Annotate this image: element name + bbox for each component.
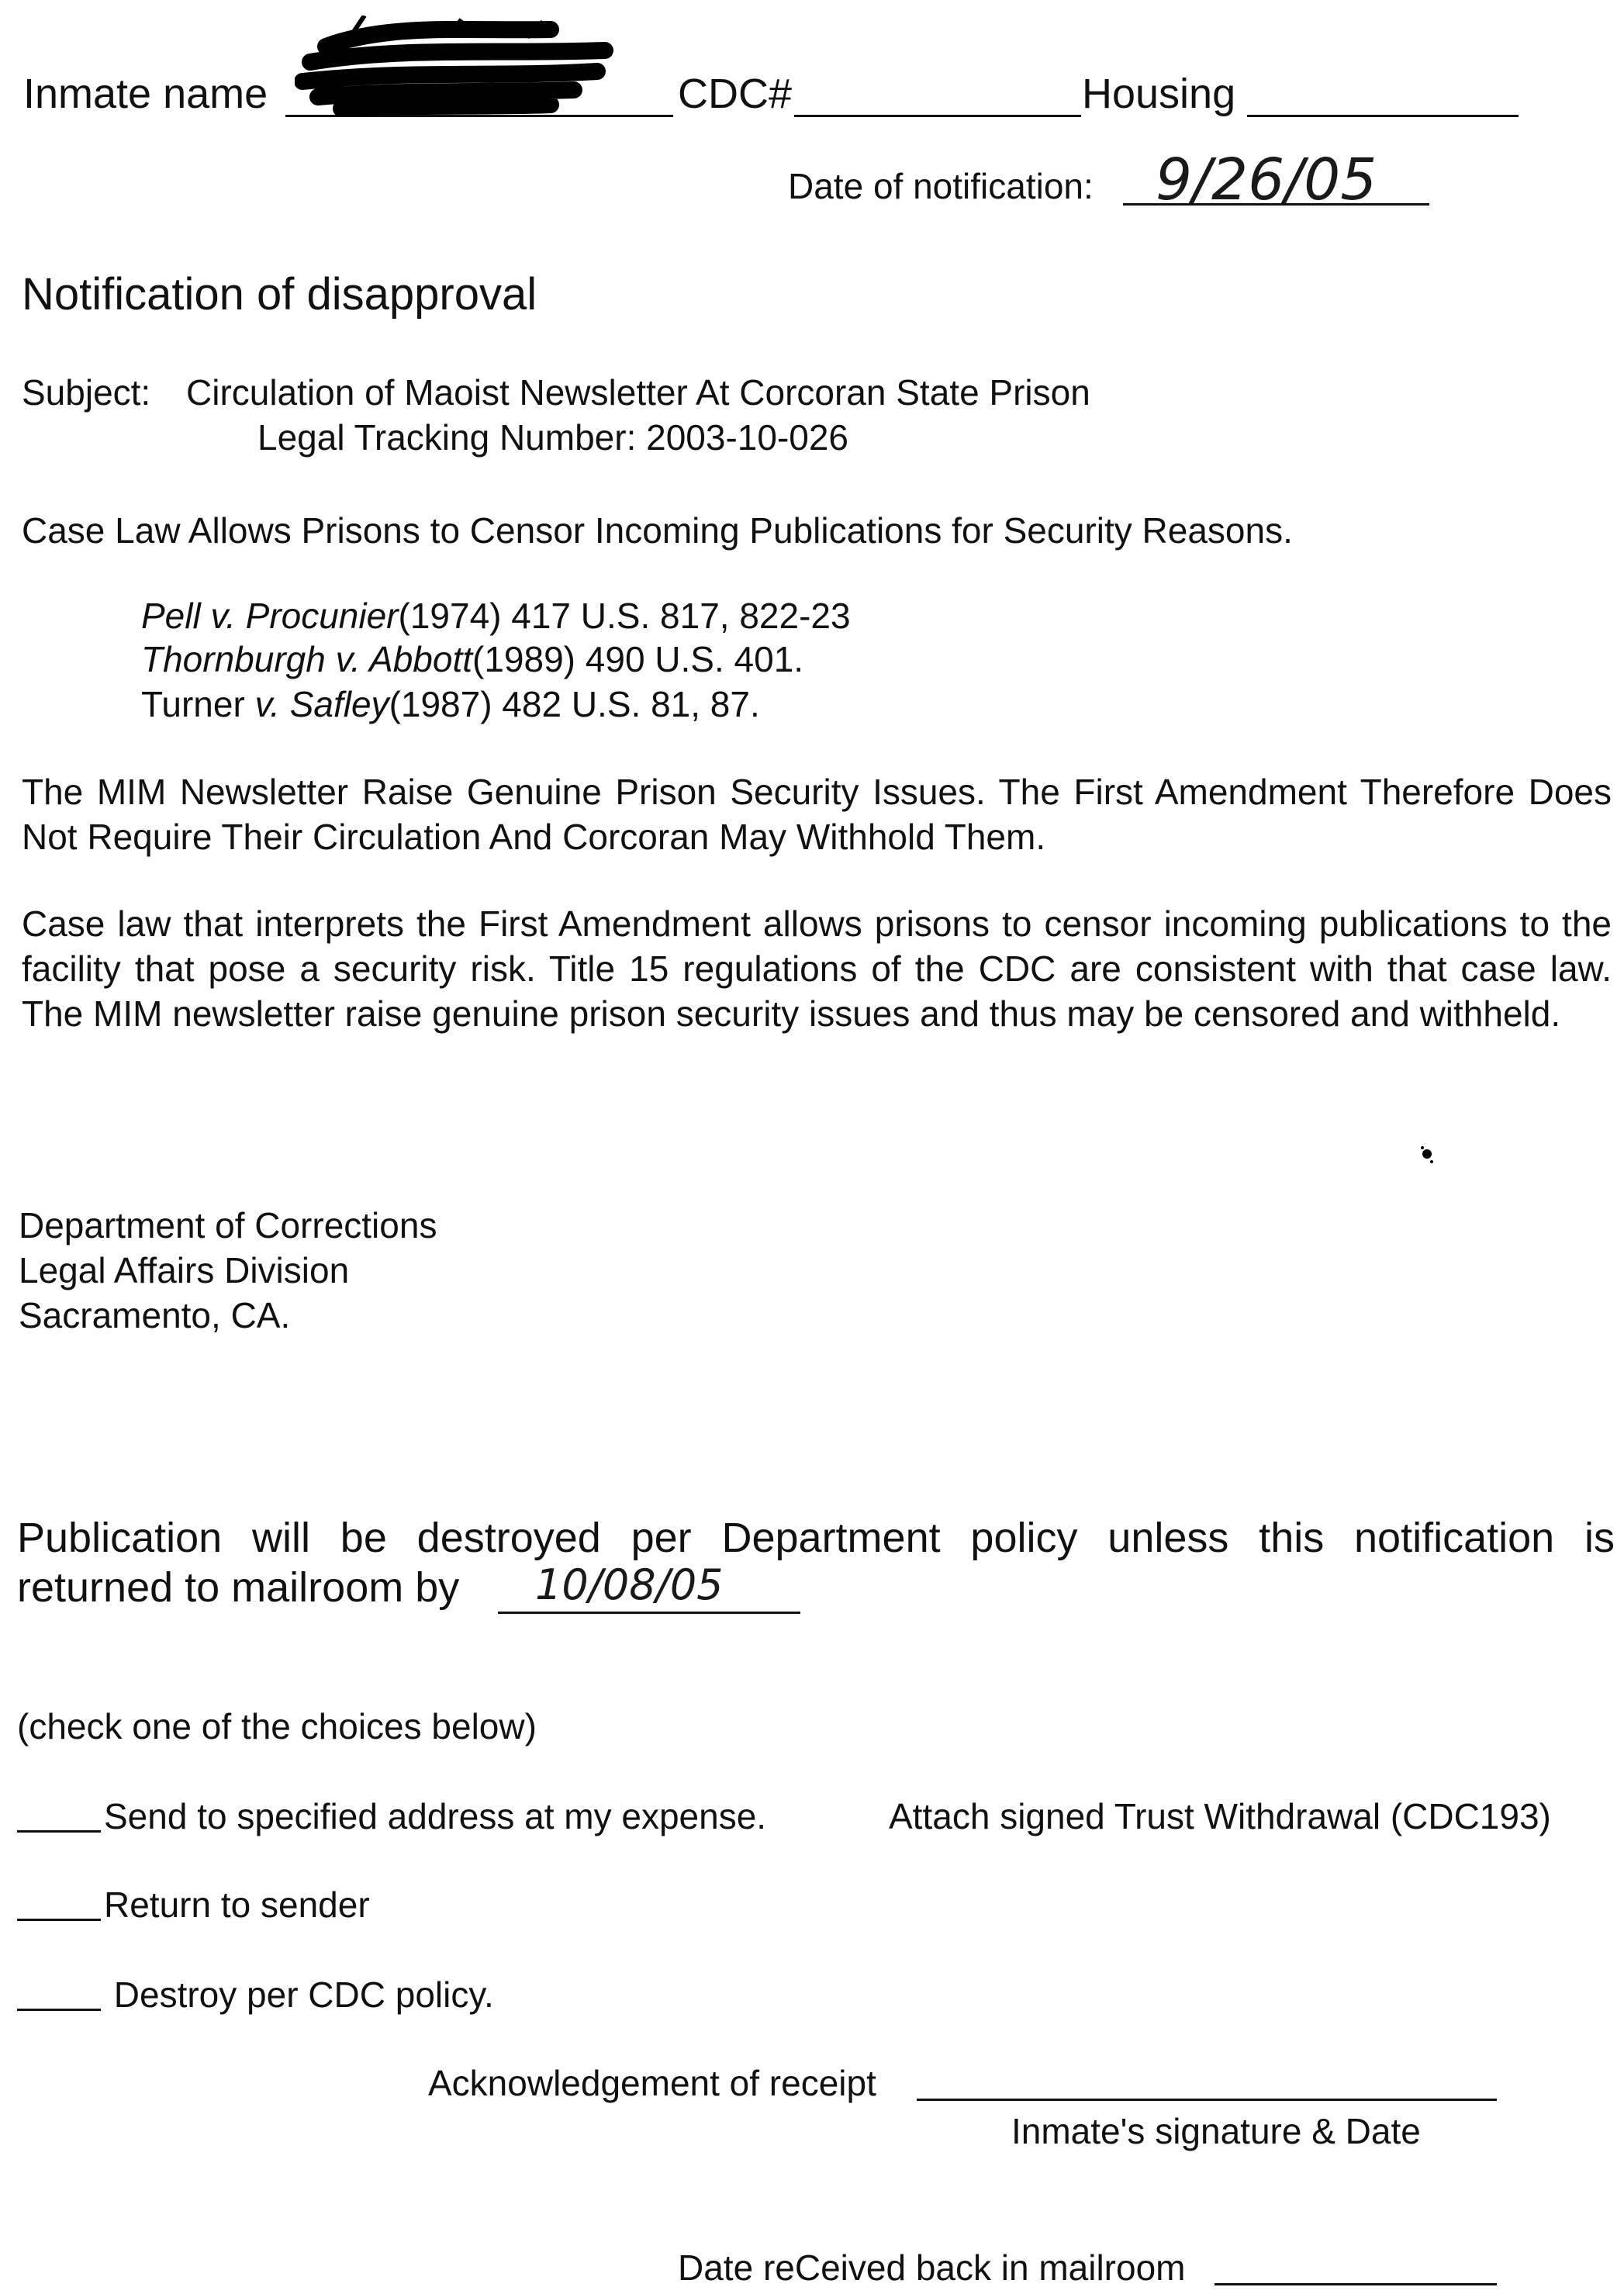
choice-destroy-checkline[interactable]: [17, 2009, 101, 2011]
choice-send-checkline[interactable]: [17, 1830, 101, 1833]
citation-1: Pell v. Procunier(1974) 417 U.S. 817, 822-23: [141, 596, 851, 636]
redaction-scribble: [295, 16, 620, 116]
citation-3: Turner v. Safley(1987) 482 U.S. 81, 87.: [141, 684, 760, 724]
date-notification-value: 9/26/05: [1156, 147, 1377, 213]
received-back-label: Date reCeived back in mailroom: [678, 2247, 1186, 2288]
case-law-heading: Case Law Allows Prisons to Censor Incoming Publications for Security Reasons.: [22, 510, 1293, 551]
choice-send-note: Attach signed Trust Withdrawal (CDC193): [889, 1796, 1551, 1836]
received-back-line[interactable]: [1215, 2283, 1497, 2285]
choice-return-checkline[interactable]: [17, 1919, 101, 1921]
legal-tracking-number: Legal Tracking Number: 2003-10-026: [257, 417, 849, 458]
department-line-2: Legal Affairs Division: [19, 1250, 350, 1290]
choice-destroy-label: Destroy per CDC policy.: [104, 1974, 494, 2015]
case-law-paragraph: Case law that interprets the First Amendment allows prisons to censor incoming publications to the facility that pose a security risk. Title 15 regulations of the CDC are consistent with that case law. The MIM newsletter raise genuine prison security issues and thus may be censored and withheld.: [22, 903, 1612, 1034]
citation-2: Thornburgh v. Abbott(1989) 490 U.S. 401.: [141, 639, 804, 679]
destroy-notice-line-1: Publication will be destroyed per Department policy unless this notification is: [17, 1515, 1615, 1561]
date-notification-label: Date of notification:: [788, 166, 1094, 206]
signature-caption: Inmate's signature & Date: [1011, 2111, 1421, 2151]
page-title: Notification of disapproval: [22, 269, 537, 320]
check-instruction: (check one of the choices below): [17, 1706, 537, 1746]
choice-send-label: Send to specified address at my expense.: [104, 1796, 767, 1836]
department-line-1: Department of Corrections: [19, 1205, 437, 1245]
return-date-value: 10/08/05: [535, 1560, 724, 1609]
subject-line-1: Circulation of Maoist Newsletter At Corcoran State Prison: [186, 372, 1090, 413]
acknowledgement-label: Acknowledgement of receipt: [428, 2063, 876, 2103]
choice-return-label: Return to sender: [104, 1885, 370, 1925]
mim-heading: The MIM Newsletter Raise Genuine Prison Security Issues. The First Amendment Therefore Does Not Require Their Circulation And Corcoran May Withhold Them.: [22, 772, 1612, 857]
acknowledgement-signature-line[interactable]: [917, 2099, 1497, 2101]
inmate-name-label: Inmate name: [23, 71, 268, 117]
destroy-notice-line-2: returned to mailroom by: [17, 1564, 460, 1611]
housing-field[interactable]: [1247, 115, 1519, 117]
return-date-line: [498, 1612, 800, 1614]
housing-label: Housing: [1082, 71, 1236, 117]
cdc-number-field[interactable]: [794, 115, 1081, 117]
department-line-3: Sacramento, CA.: [19, 1295, 291, 1335]
subject-label: Subject:: [22, 372, 151, 413]
cdc-number-label: CDC#: [678, 71, 793, 117]
date-notification-line: [1123, 203, 1429, 206]
ink-speck: [1411, 1140, 1443, 1171]
